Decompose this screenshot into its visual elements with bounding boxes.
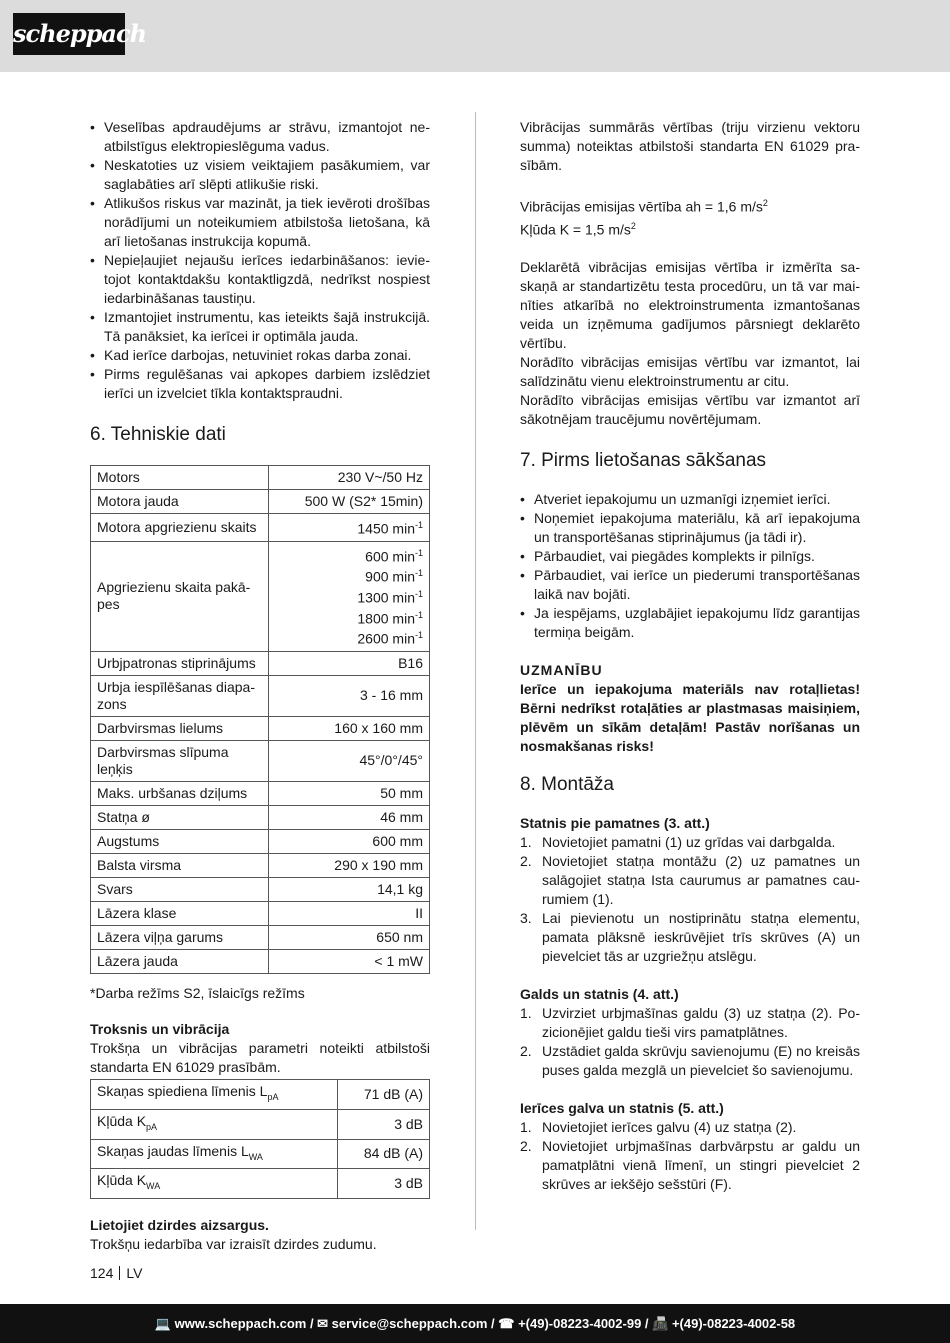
spec-label: Urbja iespīlēšanas diapazons bbox=[91, 675, 269, 716]
preparation-bullets bbox=[520, 490, 860, 642]
table-row bbox=[91, 1109, 430, 1139]
spec-value bbox=[269, 805, 430, 829]
spec-value-text: 45°/0°/45° bbox=[359, 752, 423, 769]
list-item bbox=[520, 852, 860, 909]
spec-value-text: II bbox=[415, 904, 423, 921]
spec-label: Lāzera jauda bbox=[91, 949, 269, 973]
subscript: pA bbox=[267, 1091, 279, 1102]
list-item bbox=[520, 1042, 860, 1080]
step-number: 3. bbox=[520, 910, 532, 927]
list-item: • Neskatoties uz visiem veiktajiem pasākumiem, var saglabāties arī slēpti atlikušie riski. bbox=[90, 156, 430, 194]
spec-value-text: 900 min bbox=[365, 568, 415, 585]
page-number bbox=[90, 1265, 142, 1281]
subsection-heading: Galds un statnis (4. att.) bbox=[520, 986, 679, 1003]
spec-label: Lāzera viļņa garums bbox=[91, 925, 269, 949]
spec-label: Darbvirsmas lielums bbox=[91, 716, 269, 740]
spec-label: Motora apgriezienu skaits bbox=[91, 514, 269, 542]
spec-label: Balsta virsma bbox=[91, 853, 269, 877]
spec-value bbox=[269, 466, 430, 490]
list-item bbox=[520, 909, 860, 966]
noise-label bbox=[91, 1139, 338, 1169]
table-row bbox=[91, 541, 430, 651]
spec-label: Maks. urbšanas dziļums bbox=[91, 781, 269, 805]
table-row bbox=[91, 925, 430, 949]
spec-value-text: 600 min bbox=[365, 548, 415, 565]
spec-value-text: 1300 min bbox=[357, 589, 415, 606]
page-header bbox=[0, 0, 950, 72]
noise-label bbox=[91, 1109, 338, 1139]
spec-value-text: 14,1 kg bbox=[377, 880, 423, 897]
subsection-heading: Ierīces galva un statnis (5. att.) bbox=[520, 1100, 724, 1117]
noise-label bbox=[91, 1079, 338, 1109]
step-number: 2. bbox=[520, 853, 532, 870]
vibration-ah-text: Vibrācijas emisijas vērtība ah = 1,6 m/s bbox=[520, 198, 763, 215]
list-item bbox=[520, 833, 860, 852]
step-number: 1. bbox=[520, 1005, 532, 1022]
superscript: -1 bbox=[414, 630, 423, 641]
superscript: 2 bbox=[630, 220, 636, 231]
vibration-intro: Vibrācijas summārās vērtības (triju virzienu vektoru summa) noteiktas atbilstoši standarta EN 61029 prasībām. bbox=[520, 119, 860, 173]
contact-footer: 💻 www.scheppach.com / ✉ service@scheppach.com / ☎ +(49)-08223-4002-99 / 📠 +(49)-08223-4002-58 bbox=[0, 1304, 950, 1343]
assembly-steps-1 bbox=[520, 833, 860, 966]
table-row bbox=[91, 716, 430, 740]
list-item: • Pirms regulēšanas vai apkopes darbiem izslēdziet ierīci un izvelciet tīkla kontaktspraudni. bbox=[90, 365, 430, 403]
list-item: • Atlikušos riskus var mazināt, ja tiek ievēroti drošības norādījumi un noteikumiem atbilstoša lietošana, kā arī lietošanas instrukcija kopumā. bbox=[90, 194, 430, 251]
spec-value bbox=[269, 651, 430, 675]
spec-value bbox=[269, 781, 430, 805]
safety-bullets bbox=[90, 118, 430, 403]
list-item: • Izmantojiet instrumentu, kas ieteikts šajā instrukcijā. Tā panāksiet, ka ierīcei ir optimāla jauda. bbox=[90, 308, 430, 346]
table-row bbox=[91, 1079, 430, 1109]
section-8-title: 8. Montāža bbox=[520, 774, 614, 796]
superscript: -1 bbox=[414, 547, 423, 558]
spec-value-text: 46 mm bbox=[380, 808, 423, 825]
spec-value bbox=[269, 877, 430, 901]
vibration-paragraph: Deklarētā vibrācijas emisijas vērtība ir izmērīta saskaņā ar standartizētu testa procedūru, un tā var mainīties atkarībā no elektroinstrumenta izmantošanas veida un izņēmuma gadījumos pārsniegt deklarēto vērtību. bbox=[520, 259, 860, 352]
step-number: 1. bbox=[520, 1119, 532, 1136]
page-number-separator bbox=[119, 1266, 120, 1280]
table-row bbox=[91, 805, 430, 829]
step-number: 2. bbox=[520, 1043, 532, 1060]
list-item: • Kad ierīce darbojas, netuviniet rokas darba zonai. bbox=[90, 346, 430, 365]
spec-value-line bbox=[275, 545, 423, 566]
vibration-ah bbox=[520, 194, 860, 217]
spec-value bbox=[269, 514, 430, 542]
caution-heading: UZMANĪBU bbox=[520, 662, 603, 679]
table-row bbox=[91, 829, 430, 853]
superscript: -1 bbox=[414, 609, 423, 620]
list-item bbox=[520, 1137, 860, 1194]
spec-label: Apgriezienu skaita pakāpes bbox=[91, 541, 269, 651]
noise-value: 3 dB bbox=[338, 1169, 430, 1199]
spec-label: Augstums bbox=[91, 829, 269, 853]
spec-label: Lāzera klase bbox=[91, 901, 269, 925]
table-row bbox=[91, 877, 430, 901]
language-code: LV bbox=[126, 1265, 143, 1281]
list-item: • Noņemiet iepakojuma materiālu, kā arī iepakojuma un transportēšanas stiprinājumus (ja tādi ir). bbox=[520, 509, 860, 547]
spec-value bbox=[269, 490, 430, 514]
spec-label: Statņa ø bbox=[91, 805, 269, 829]
table-row bbox=[91, 1139, 430, 1169]
page-number-value: 124 bbox=[90, 1265, 114, 1281]
spec-value-line bbox=[275, 565, 423, 586]
step-text: Novietojiet statņa montāžu (2) uz pamatnes un salāgojiet statņa Ista caurumus ar pamatnes caurumiem (1). bbox=[542, 853, 860, 908]
left-column bbox=[90, 118, 430, 1254]
spec-value-text: 650 nm bbox=[376, 928, 423, 945]
step-text: Uzstādiet galda skrūvju savienojumu (E) no kreisās puses galda mezglā un pievelciet šo savienojumu. bbox=[542, 1043, 860, 1079]
spec-value-text: 1800 min bbox=[357, 610, 415, 627]
table-row bbox=[91, 651, 430, 675]
table-row bbox=[91, 514, 430, 542]
footnote: *Darba režīms S2, īslaicīgs režīms bbox=[90, 984, 305, 1001]
spec-value bbox=[269, 541, 430, 651]
noise-label-text: Kļūda K bbox=[97, 1172, 147, 1189]
spec-label: Motora jauda bbox=[91, 490, 269, 514]
spec-value-line bbox=[275, 627, 423, 648]
right-column bbox=[520, 118, 860, 1194]
list-item bbox=[520, 1118, 860, 1137]
spec-value-text: 1450 min bbox=[357, 520, 415, 537]
subscript: WA bbox=[146, 1181, 161, 1192]
table-row bbox=[91, 949, 430, 973]
step-text: Lai pievienotu un nostiprinātu statņa elementu, pamata plāksnē ieskrūvējiet trīs skrūves (A) un pievelciet tās ar uzgriežņu atslēgu. bbox=[542, 910, 860, 965]
spec-value bbox=[269, 740, 430, 781]
vibration-paragraph: Norādīto vibrācijas emisijas vērtību var izmantot, lai salīdzinātu vienu elektroinstrumentu ar citu. bbox=[520, 354, 860, 390]
column-divider bbox=[475, 112, 476, 1230]
noise-label bbox=[91, 1169, 338, 1199]
spec-value bbox=[269, 853, 430, 877]
noise-value: 84 dB (A) bbox=[338, 1139, 430, 1169]
spec-label: Motors bbox=[91, 466, 269, 490]
noise-value: 3 dB bbox=[338, 1109, 430, 1139]
superscript: -1 bbox=[414, 520, 423, 530]
spec-value-text: 50 mm bbox=[380, 784, 423, 801]
spec-label: Urbjpatronas stiprinājums bbox=[91, 651, 269, 675]
noise-label-text: Skaņas spiediena līmenis L bbox=[97, 1082, 268, 1099]
spec-value-text: 500 W (S2* 15min) bbox=[304, 493, 423, 509]
section-7-title: 7. Pirms lietošanas sākšanas bbox=[520, 450, 767, 472]
superscript: -1 bbox=[414, 588, 423, 599]
spec-value-text: 230 V~/50 Hz bbox=[337, 469, 423, 485]
vibration-paragraph: Norādīto vibrācijas emisijas vērtību var izmantot arī sākotnējam traucējumu novērtējumam. bbox=[520, 392, 860, 428]
subsection-heading: Statnis pie pamatnes (3. att.) bbox=[520, 815, 710, 832]
subscript: WA bbox=[248, 1151, 263, 1162]
list-item: • Nepieļaujiet nejaušu ierīces iedarbināšanos: ievietojot kontaktdakšu kontaktligzdā, nedrīkst nospiest iedarbināšanas taustiņu. bbox=[90, 251, 430, 308]
list-item: • Ja iespējams, uzglabājiet iepakojumu līdz garantijas termiņa beigām. bbox=[520, 604, 860, 642]
spec-value bbox=[269, 925, 430, 949]
ear-protection-heading: Lietojiet dzirdes aizsargus. bbox=[90, 1217, 269, 1234]
subscript: pA bbox=[146, 1121, 158, 1132]
superscript: -1 bbox=[414, 568, 423, 579]
list-item: • Veselības apdraudējums ar strāvu, izmantojot neatbilstīgus elektropieslēguma vadus. bbox=[90, 118, 430, 156]
spec-value-line bbox=[275, 586, 423, 607]
assembly-steps-3 bbox=[520, 1118, 860, 1194]
step-number: 2. bbox=[520, 1138, 532, 1155]
spec-value-text: 3 - 16 mm bbox=[359, 687, 423, 704]
table-row bbox=[91, 740, 430, 781]
ear-protection-text: Trokšņu iedarbība var izraisīt dzirdes zudumu. bbox=[90, 1236, 377, 1253]
noise-label-text: Skaņas jaudas līmenis L bbox=[97, 1142, 249, 1159]
spec-value-text: 160 x 160 mm bbox=[334, 719, 423, 736]
tech-spec-table bbox=[90, 465, 430, 974]
spec-value-text: < 1 mW bbox=[374, 952, 423, 969]
assembly-steps-2 bbox=[520, 1004, 860, 1080]
spec-label: Svars bbox=[91, 877, 269, 901]
spec-value-text: 290 x 190 mm bbox=[334, 856, 423, 873]
table-row bbox=[91, 466, 430, 490]
spec-value bbox=[269, 901, 430, 925]
noise-heading: Troksnis un vibrācija bbox=[90, 1020, 230, 1037]
list-item: • Atveriet iepakojumu un uzmanīgi izņemiet ierīci. bbox=[520, 490, 860, 509]
noise-label-text: Kļūda K bbox=[97, 1112, 147, 1129]
spec-value-text: 2600 min bbox=[357, 630, 415, 647]
spec-value-text: B16 bbox=[398, 654, 423, 671]
spec-value-line bbox=[275, 607, 423, 628]
spec-label: Darbvirsmas slīpuma leņķis bbox=[91, 740, 269, 781]
noise-value: 71 dB (A) bbox=[338, 1079, 430, 1109]
table-row bbox=[91, 781, 430, 805]
vibration-k bbox=[520, 217, 860, 240]
noise-text: Trokšņa un vibrācijas parametri noteikti atbilstoši standarta EN 61029 prasībām. bbox=[90, 1039, 430, 1075]
step-text: Uzvirziet urbjmašīnas galdu (3) uz statņa (2). Pozicionējiet galdu tieši virs pamatplātnes. bbox=[542, 1005, 860, 1041]
caution-text: Ierīce un iepakojuma materiāls nav rotaļlietas! Bērni nedrīkst rotaļāties ar plastmasas maisiņiem, plēvēm un sīkām detaļām! Pastāv norīšanas un nosmakšanas risks! bbox=[520, 681, 860, 755]
spec-value bbox=[269, 716, 430, 740]
spec-value bbox=[269, 949, 430, 973]
spec-value-text: 600 mm bbox=[372, 832, 423, 849]
table-row bbox=[91, 675, 430, 716]
spec-value bbox=[269, 829, 430, 853]
noise-table bbox=[90, 1079, 430, 1199]
spec-value bbox=[269, 675, 430, 716]
table-row bbox=[91, 1169, 430, 1199]
list-item: • Pārbaudiet, vai piegādes komplekts ir pilnīgs. bbox=[520, 547, 860, 566]
table-row bbox=[91, 901, 430, 925]
step-text: Novietojiet pamatni (1) uz grīdas vai darbgalda. bbox=[542, 834, 836, 851]
list-item bbox=[520, 1004, 860, 1042]
brand-logo: scheppach bbox=[13, 13, 125, 55]
step-text: Novietojiet ierīces galvu (4) uz statņa (2). bbox=[542, 1119, 797, 1136]
step-text: Novietojiet urbjmašīnas darbvārpstu ar galdu un pamatplātni vienā līmenī, un stingri pievelciet 2 skrūves ar iekšējo sešstūri (F). bbox=[542, 1138, 860, 1193]
step-number: 1. bbox=[520, 834, 532, 851]
table-row bbox=[91, 490, 430, 514]
vibration-k-text: Kļūda K = 1,5 m/s bbox=[520, 221, 631, 238]
section-6-title: 6. Tehniskie dati bbox=[90, 424, 226, 445]
list-item: • Pārbaudiet, vai ierīce un piederumi transportēšanas laikā nav bojāti. bbox=[520, 566, 860, 604]
table-row bbox=[91, 853, 430, 877]
superscript: 2 bbox=[762, 198, 768, 208]
